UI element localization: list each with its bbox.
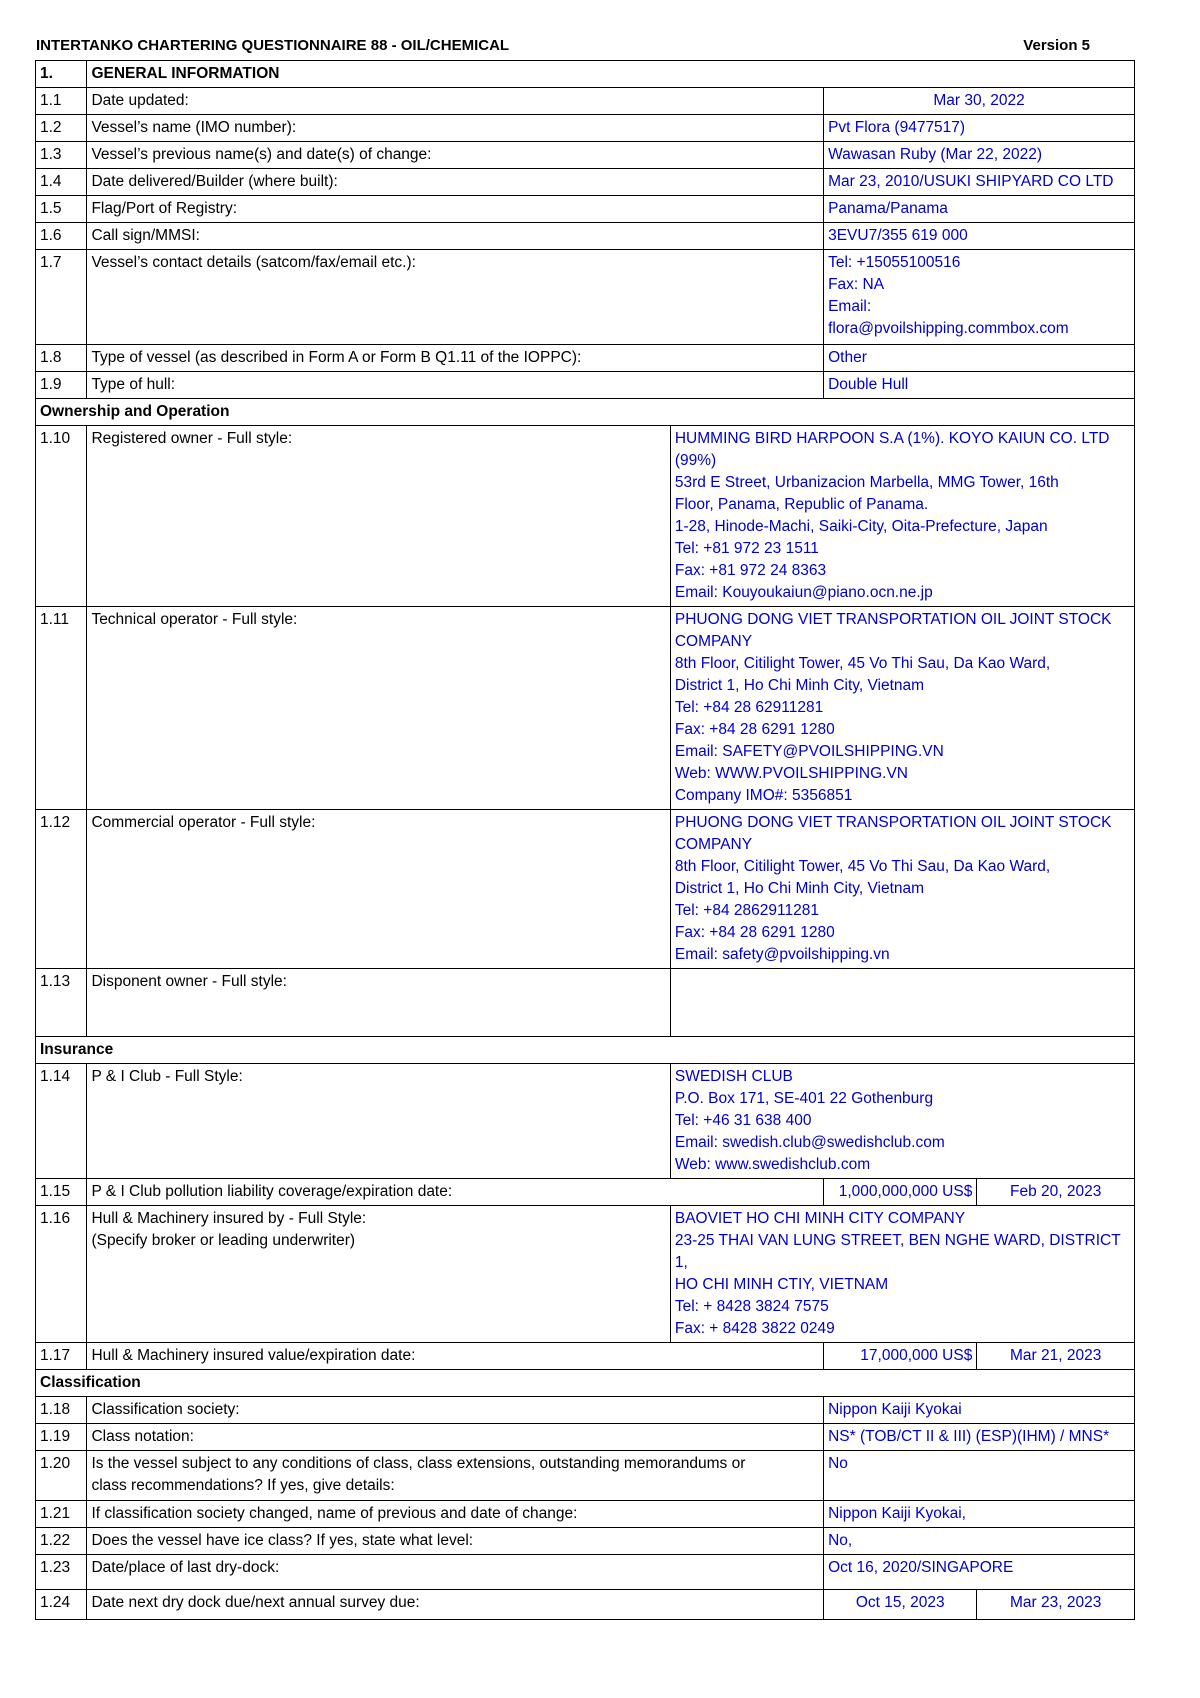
row-label: Is the vessel subject to any conditions of class, class extensions, outstanding memorandums or class recommendations? If yes, give details:	[87, 1451, 824, 1501]
row-1-16	[36, 1206, 1135, 1343]
row-label: Registered owner - Full style:	[87, 426, 670, 607]
row-number: 1.14	[36, 1064, 87, 1179]
row-value: HUMMING BIRD HARPOON S.A (1%). KOYO KAIUN CO. LTD (99%) 53rd E Street, Urbanizacion Marbella, MMG Tower, 16th Floor, Panama, Republic of Panama. 1-28, Hinode-Machi, Saiki-City, Oita-Prefecture, Japan Tel: +81 972 23 1511 Fax: +81 972 24 8363 Email: Kouyoukaiun@piano.ocn.ne.jp	[670, 426, 1134, 607]
row-value-coverage: 1,000,000,000 US$	[824, 1179, 977, 1206]
section-title: Classification	[36, 1370, 1135, 1397]
row-label: P & I Club pollution liability coverage/expiration date:	[87, 1179, 824, 1206]
row-number: 1.24	[36, 1590, 87, 1620]
section-header-classification	[36, 1370, 1135, 1397]
section-header-ownership	[36, 399, 1135, 426]
row-label: Type of hull:	[87, 372, 824, 399]
row-1-6	[36, 223, 1135, 250]
row-number: 1.17	[36, 1343, 87, 1370]
row-number: 1.12	[36, 810, 87, 969]
row-1-8	[36, 345, 1135, 372]
row-value-drydock: Oct 15, 2023	[824, 1590, 977, 1620]
section-title: Ownership and Operation	[36, 399, 1135, 426]
row-label: Class notation:	[87, 1424, 824, 1451]
row-label: P & I Club - Full Style:	[87, 1064, 670, 1179]
row-number: 1.20	[36, 1451, 87, 1501]
row-number: 1.22	[36, 1528, 87, 1555]
row-value	[670, 969, 1134, 1037]
row-value: Wawasan Ruby (Mar 22, 2022)	[824, 142, 1135, 169]
row-number: 1.21	[36, 1501, 87, 1528]
row-label: Vessel’s previous name(s) and date(s) of change:	[87, 142, 824, 169]
row-number: 1.18	[36, 1397, 87, 1424]
row-1-17	[36, 1343, 1135, 1370]
row-value: PHUONG DONG VIET TRANSPORTATION OIL JOINT STOCK COMPANY 8th Floor, Citilight Tower, 45 Vo Thi Sau, Da Kao Ward, District 1, Ho Chi Minh City, Vietnam Tel: +84 2862911281 Fax: +84 28 6291 1280 Email: safety@pvoilshipping.vn	[670, 810, 1134, 969]
row-value: Mar 30, 2022	[824, 88, 1135, 115]
row-value: Panama/Panama	[824, 196, 1135, 223]
row-number: 1.11	[36, 607, 87, 810]
row-number: 1.23	[36, 1555, 87, 1590]
row-1-9	[36, 372, 1135, 399]
row-value: SWEDISH CLUB P.O. Box 171, SE-401 22 Gothenburg Tel: +46 31 638 400 Email: swedish.club@swedishclub.com Web: www.swedishclub.com	[670, 1064, 1134, 1179]
row-label: Does the vessel have ice class? If yes, state what level:	[87, 1528, 824, 1555]
row-label: Disponent owner - Full style:	[87, 969, 670, 1037]
row-number: 1.7	[36, 250, 87, 345]
row-number: 1.15	[36, 1179, 87, 1206]
row-label: Vessel’s name (IMO number):	[87, 115, 824, 142]
row-value-insured: 17,000,000 US$	[824, 1343, 977, 1370]
row-value: BAOVIET HO CHI MINH CITY COMPANY 23-25 THAI VAN LUNG STREET, BEN NGHE WARD, DISTRICT 1, HO CHI MINH CTIY, VIETNAM Tel: + 8428 3824 7575 Fax: + 8428 3822 0249	[670, 1206, 1134, 1343]
row-label: Type of vessel (as described in Form A or Form B Q1.11 of the IOPPC):	[87, 345, 824, 372]
row-value: No	[824, 1451, 1135, 1501]
row-number: 1.16	[36, 1206, 87, 1343]
row-number: 1.10	[36, 426, 87, 607]
row-value: Nippon Kaiji Kyokai,	[824, 1501, 1135, 1528]
row-value: NS* (TOB/CT II & III) (ESP)(IHM) / MNS*	[824, 1424, 1135, 1451]
row-label: Commercial operator - Full style:	[87, 810, 670, 969]
row-label: Classification society:	[87, 1397, 824, 1424]
row-1-20	[36, 1451, 1135, 1501]
section-title: Insurance	[36, 1037, 1135, 1064]
section-header-insurance	[36, 1037, 1135, 1064]
row-1-18	[36, 1397, 1135, 1424]
row-label: Call sign/MMSI:	[87, 223, 824, 250]
row-value: Pvt Flora (9477517)	[824, 115, 1135, 142]
row-1-7	[36, 250, 1135, 345]
row-1-2	[36, 115, 1135, 142]
row-value: Other	[824, 345, 1135, 372]
row-1-11	[36, 607, 1135, 810]
row-number: 1.13	[36, 969, 87, 1037]
row-1-3	[36, 142, 1135, 169]
row-1-1	[36, 88, 1135, 115]
row-1-21	[36, 1501, 1135, 1528]
row-label: Date next dry dock due/next annual survey due:	[87, 1590, 824, 1620]
row-1-4	[36, 169, 1135, 196]
row-label: Flag/Port of Registry:	[87, 196, 824, 223]
row-label: Date/place of last dry-dock:	[87, 1555, 824, 1590]
row-number: 1.1	[36, 88, 87, 115]
row-number: 1.3	[36, 142, 87, 169]
row-1-14	[36, 1064, 1135, 1179]
row-value: Nippon Kaiji Kyokai	[824, 1397, 1135, 1424]
row-number: 1.2	[36, 115, 87, 142]
row-number: 1.5	[36, 196, 87, 223]
row-number: 1.6	[36, 223, 87, 250]
row-label: If classification society changed, name of previous and date of change:	[87, 1501, 824, 1528]
row-1-24	[36, 1590, 1135, 1620]
row-value-expiration: Feb 20, 2023	[977, 1179, 1135, 1206]
row-label: Hull & Machinery insured value/expiration date:	[87, 1343, 824, 1370]
row-value: PHUONG DONG VIET TRANSPORTATION OIL JOINT STOCK COMPANY 8th Floor, Citilight Tower, 45 Vo Thi Sau, Da Kao Ward, District 1, Ho Chi Minh City, Vietnam Tel: +84 28 62911281 Fax: +84 28 6291 1280 Email: SAFETY@PVOILSHIPPING.VN Web: WWW.PVOILSHIPPING.VN Company IMO#: 5356851	[670, 607, 1134, 810]
row-number: 1.4	[36, 169, 87, 196]
version-label: Version 5	[1023, 37, 1090, 54]
row-value: Tel: +15055100516 Fax: NA Email: flora@pvoilshipping.commbox.com	[824, 250, 1135, 345]
document-header	[36, 37, 1096, 54]
row-label: Hull & Machinery insured by - Full Style: (Specify broker or leading underwriter)	[87, 1206, 670, 1343]
row-value: Mar 23, 2010/USUKI SHIPYARD CO LTD	[824, 169, 1135, 196]
questionnaire-table	[35, 60, 1135, 1620]
row-1-23	[36, 1555, 1135, 1590]
row-value: 3EVU7/355 619 000	[824, 223, 1135, 250]
section-header-general	[36, 61, 1135, 88]
row-number: 1.8	[36, 345, 87, 372]
row-1-5	[36, 196, 1135, 223]
row-label: Date updated:	[87, 88, 824, 115]
row-label: Date delivered/Builder (where built):	[87, 169, 824, 196]
row-value: No,	[824, 1528, 1135, 1555]
row-1-12	[36, 810, 1135, 969]
row-value: Oct 16, 2020/SINGAPORE	[824, 1555, 1135, 1590]
row-1-15	[36, 1179, 1135, 1206]
row-value-survey: Mar 23, 2023	[977, 1590, 1135, 1620]
row-1-13	[36, 969, 1135, 1037]
row-1-22	[36, 1528, 1135, 1555]
row-label: Technical operator - Full style:	[87, 607, 670, 810]
section-number: 1.	[36, 61, 87, 88]
row-number: 1.19	[36, 1424, 87, 1451]
section-title: GENERAL INFORMATION	[87, 61, 1135, 88]
row-label: Vessel’s contact details (satcom/fax/email etc.):	[87, 250, 824, 345]
row-value-expiration: Mar 21, 2023	[977, 1343, 1135, 1370]
row-1-10	[36, 426, 1135, 607]
document-title: INTERTANKO CHARTERING QUESTIONNAIRE 88 - OIL/CHEMICAL	[36, 37, 510, 54]
row-number: 1.9	[36, 372, 87, 399]
row-value: Double Hull	[824, 372, 1135, 399]
row-1-19	[36, 1424, 1135, 1451]
